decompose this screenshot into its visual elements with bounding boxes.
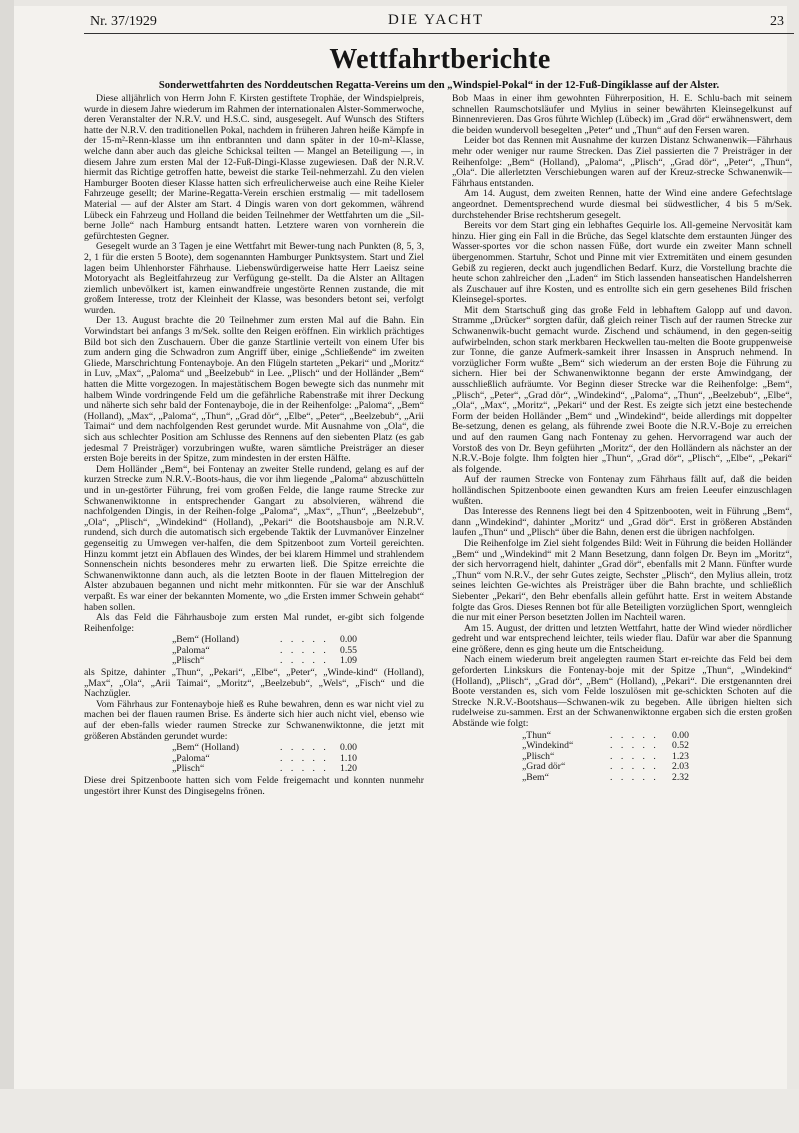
- paragraph: Leider bot das Rennen mit Ausnahme der kurzen Distanz Schwanenwik—Fährhaus mehr oder weniger nur raume Strecken. Das Ziel passierten die 7 Preisträger in der Reihenfolge: „Bem“ (Holland), „Paloma“, „Plisch“, „Grad dör“, „Peter“, „Thun“, „Ola“. Die allerletzten Verschiebungen waren auf der Kreuz-strecke Schwanenwik—Fährhaus entstanden.: [452, 135, 792, 189]
- boat-name: „Paloma“: [172, 644, 210, 656]
- result-row: [84, 656, 424, 667]
- paragraph: Bereits vor dem Start ging ein lebhaftes Gequirle los. All-gemeine Nervosität kam hinzu. Hier ging ein Fall in die Brüche, das Segel klatschte dem erstaunten Jünger des Wasser-sportes vor die schon nassen Füße, dort wurde ein zweiter Mann schnell übergenommen. Startuhr, Schot und Pinne mit vier Extremitäten und einem gesunden Gebiß zu regieren, deckt auch jugendlichen Bedarf. Kurz, die Vorstellung brachte die heute schon zahlreicher den „Laden“ im Stich lassenden hanseatischen Handelsherren als Zuschauer auf ihre Kosten, und es entrollte sich ein gern gesehenes Bild frischen Kleinsegel-sportes.: [452, 220, 792, 306]
- paragraph: Nach einem wiederum breit angelegten raumen Start er-reichte das Feld bei dem geforderten Linkskurs die Fontenay-boje mit der Spitze „Thun“, „Windekind“ (Holland), „Plisch“, „Grad dör“, „Bem“ (Holland), „Pekari“. Die erstgenannten drei Boote verstanden es, sich vom Felde loszulösen mit ge-schickten Schoten auf die Strecke N.R.V.-Bootshaus—Schwanen-wik zu begeben. Alle übrigen hielten sich rudelweise zu-sammen. Erst an der Schwanenwiktonne ergaben sich die ersten großen Abstände wie folgt:: [452, 654, 792, 730]
- paragraph: Dem Holländer „Bem“, bei Fontenay an zweiter Stelle rundend, gelang es auf der kurzen Strecke zum N.R.V.-Boots-haus, die vor ihm liegende „Paloma“ abzuschütteln und in un-gestörter Führung, frei vom großen Felde, die lange raume Strecke zur Schwanenwiktonne in entsprechender Gangart zu absolvieren, während die nachfolgenden Dingis, in der Reihen-folge „Paloma“, „Max“, „Thun“, „Beelzebub“, „Ola“, „Plisch“, „Windekind“ (Holland), „Pekari“ die Bootshausboje am N.R.V. rundend, sich durch die automatisch sich ergebende Taktik der Luvmanöver Einzelner gegenseitig zu Umwegen ver-halfen, die dem Spitzenboot zum Vorteil gereichten. Hinzu kommt jetzt ein Abflauen des Windes, der bei klarem Himmel und strahlendem Sonnenschein nichts besonderes mehr zu erwarten ließ. Die Spitze erreichte die Schwanenwiktonne dann auch, als die letzten Boote in der flauen Mittelregion der Alster abzubauen begannen und nicht mehr mitkonnten. Für sie war der Anschluß verpaßt. Es war einer der bekannten Momente, wo „die Ersten immer Schwein gehabt“ haben sollen.: [84, 463, 424, 613]
- paragraph: Am 14. August, dem zweiten Rennen, hatte der Wind eine andere Gefechtslage angeordnet. Dementsprechend wurde diesmal bei südwestlicher, 4 bis 5 m/Sek. durchstehender Brise rechtsherum gesegelt.: [452, 188, 792, 221]
- time-gap: 0.00: [340, 634, 357, 646]
- leader-dots: . . . . .: [280, 763, 329, 775]
- time-gap: 0.52: [672, 740, 689, 752]
- time-gap: 1.10: [340, 752, 357, 764]
- result-row: [84, 635, 424, 646]
- boat-name: „Bem“: [522, 772, 549, 783]
- leader-dots: . . . . .: [610, 740, 659, 752]
- leader-dots: . . . . .: [280, 655, 329, 667]
- results-table: [84, 743, 424, 775]
- paragraph: Als das Feld die Fährhausboje zum ersten Mal rundet, er-gibt sich folgende Reihenfolge:: [84, 612, 424, 634]
- scan-edge: [0, 0, 14, 1133]
- result-row: [84, 754, 424, 765]
- paragraph: Die Reihenfolge im Ziel sieht folgendes Bild: Weit in Führung die beiden Holländer „Bem“ und „Windekind“ mit 2 Mann Besetzung, dann folgen Dr. Beyn im „Moritz“, der sich hervorragend hielt, dahinter „Grad dör“, ebenfalls mit 2 Mann. Fünfter wurde „Thun“ vom N.R.V., der sehr Gutes zeigte, Sechster „Plisch“, den Mylius allein, trotz seines leichten Ge-wichtes als Preisträger über die Bahn brachte, und schließlich Siebenter „Pekari“, den Behr ebenfalls allein geführt hatte. Erst in weitem Abstande folgte das Gros. Dieses Rennen bot für alle Beteiligten vorzüglichen Sport, wenngleich die nur mit einer Person besetzten Jollen im Nachteil waren.: [452, 537, 792, 624]
- results-table: [84, 635, 424, 667]
- paragraph: Diese drei Spitzenboote hatten sich vom Felde freigemacht und konnten nunmehr ungestört ihrer Kunst des Dingisegelns frönen.: [84, 775, 424, 797]
- boat-name: „Bem“ (Holland): [172, 634, 239, 646]
- paragraph: Der 13. August brachte die 20 Teilnehmer zum ersten Mal auf die Bahn. Ein Vorwindstart bei anfangs 3 m/Sek. sollte den Reigen eröffnen. Ein wirklich prächtiges Bild bot sich den Zuschauern. Über die ganze Startlinie verteilt von einem Ufer bis zum andern ging die Schwadron zum Angriff über, einige „Schließende“ im zweiten Gliede, Marschrichtung Fontenayboje. An den Flügeln starteten „Pekari“ und „Moritz“ in Luv, „Max“, „Paloma“ und „Beelzebub“ in Lee. „Plisch“ und der Holländer „Bem“ hatten die Mitte vorgezogen. In majestätischem Bogen bewegte sich das nunmehr mit halbem Winde vordringende Feld um die gefährliche Rabenstraße mit ihrer Deckung und näherte sich sehr bald der Fontenayboje, die in der Reihenfolge: „Paloma“, „Bem“ (Holland), „Max“, „Paloma“, „Thun“, „Grad dör“, „Elbe“, „Peter“, „Beelzebub“, „Arii Taimai“ und dem nachfolgenden Rest gerundet wurde. Mit Ausnahme von „Ola“, die sich aus schlechter Position am Schlusse des Rennens auf den siebenten Platz (es gab jedesmal 7 Preisträger) vorzubringen wußte, waren sämtliche Preisträger an dieser ersten Boje bereits in der Spitze, zum mindesten in der ersten Hälfte.: [84, 315, 424, 465]
- article-title: Wettfahrtberichte: [329, 44, 551, 75]
- header-rule: [84, 33, 794, 34]
- time-gap: 1.23: [672, 750, 689, 762]
- leader-dots: . . . . .: [280, 644, 329, 656]
- leader-dots: . . . . .: [610, 772, 659, 783]
- paragraph: Vom Fährhaus zur Fontenayboje hieß es Ruhe bewahren, denn es war nicht viel zu machen bei der flauen raumen Brise. Es änderte sich hier auch nicht viel, ebenso wie auf der eben-falls wieder raumen Strecke zur Schwanenwiktonne, die jetzt mit größeren Abständen gerundet wurde:: [84, 698, 424, 742]
- leader-dots: . . . . .: [280, 752, 329, 764]
- boat-name: „Windekind“: [522, 740, 574, 752]
- boat-name: „Grad dör“: [522, 761, 566, 773]
- paragraph: Auf der raumen Strecke von Fontenay zum Fährhaus fällt auf, daß die beiden holländischen Spitzenboote einen gewandten Kurs am freien Leeufer einzuschlagen wußten.: [452, 474, 792, 507]
- paragraph: Gesegelt wurde an 3 Tagen je eine Wettfahrt mit Bewer-tung nach Punkten (8, 5, 3, 2, 1 für die ersten 5 Boote), dem sogenannten Hamburger Punktsystem. Start und Ziel lagen beim Uhlenhorster Fährhause. Liebenswürdigerweise hatte Herr Laeisz seine Motoryacht als Begleitfahrzeug zur Verfügung ge-stellt. Da die Alster an Alltagen ziemlich unbevölkert ist, kamen einwandfreie ungestörte Rennen zustande, die mit großem Interesse, trotz der Kleinheit der Klasse, was besonders betont sei, verfolgt wurden.: [84, 241, 424, 316]
- paragraph: Mit dem Startschuß ging das große Feld in lebhaftem Galopp auf und davon. Stramme „Drücker“ sorgten dafür, daß gleich reiner Tisch auf der raumen Strecke zur Schwanenwik-bucht gemacht wurde. Zischend und schäumend, in den gegen-seitig aufwirbelnden, schon stark merkbaren Heckwellen tau-melten die Boote gruppenweise zur Tonne, die ganze Aufmerk-samkeit ihrer Insassen in Anspruch nehmend. In vorzüglicher Form wußte „Bem“ sich wiederum an der ersten Boje die Führung zu sichern. Hier bei der Schwanenwiktonne begann der erste Amwindgang, der ausschließlich aufräumte. Vor Beginn dieser Strecke war die Reihenfolge: „Bem“, „Plisch“, „Peter“, „Grad dör“, „Windekind“, „Paloma“, „Thun“, „Beelzebub“, „Elbe“, „Ola“, „Max“, „Moritz“, „Pekari“ und der Rest. Es zeigte sich jetzt eine bestechende Form der beiden Holländer „Bem“ und „Windekind“, beide allerdings mit doppelter Be-setzung, denen es gelang, als führende zwei Boote die N.R.V.-Boje zu erreichen und auf den raumen Gang nach Fontenay zu gehen. Hervorragend war auch der Vorstoß des von Dr. Beyn geführten „Moritz“, der den Holländern als nächster an der N.R.V.-Boje folgte. Ihm folgten hier „Thun“, „Grad dör“, „Plisch“, „Elbe“, „Pekari“ als folgende.: [452, 304, 792, 475]
- paragraph: Bob Maas in einer ihm gewohnten Führerposition, H. E. Schlu-bach mit seinem schnellen Raumschotsläufer und Mylius in seiner bewährten Kleinsegelkunst auf Binnenrevieren. Das Gros führte Wichlep (Lübeck) im „Grad dör“ erwähnenswert, dem die beiden wundervoll besegelten „Peter“ und „Thun“ auf den Fersen waren.: [452, 93, 792, 136]
- left-column: [84, 94, 424, 797]
- right-column: [452, 94, 792, 785]
- leader-dots: . . . . .: [610, 729, 659, 741]
- boat-name: „Plisch“: [172, 763, 205, 775]
- results-table: [452, 731, 792, 784]
- time-gap: 2.32: [672, 772, 689, 783]
- time-gap: 1.20: [340, 763, 357, 775]
- boat-name: „Paloma“: [172, 752, 210, 764]
- leader-dots: . . . . .: [610, 750, 659, 762]
- time-gap: 1.09: [340, 655, 357, 667]
- page-number: 23: [770, 14, 784, 29]
- article-subtitle: Sonderwettfahrten des Norddeutschen Regatta-Vereins um den „Windspiel-Pokal“ in der 12-Fuß-Dingiklasse auf der Alster.: [158, 80, 720, 91]
- magazine-name: DIE YACHT: [388, 12, 485, 28]
- leader-dots: . . . . .: [280, 742, 329, 754]
- leader-dots: . . . . .: [610, 761, 659, 773]
- time-gap: 0.55: [340, 644, 357, 656]
- paragraph: Diese alljährlich von Herrn John F. Kirsten gestiftete Trophäe, der Windspielpreis, wurde in diesem Jahre wiederum im Rahmen der internationalen Alster-Sommerwoche, deren Veranstalter der N.R.V. und H.S.C. sind, ausgesegelt. Auf Wunsch des Stifters hatte der N.R.V. den traditionellen Pokal, nachdem in früheren Jahren heiße Kämpfe in der 15-m²-Renn-klasse um ihn entbrannten und dann später in der 10-m²-Klasse, welche dann aber auch das gleiche Schicksal teilten — Mangel an Beteiligung —, in diesem Jahre zum ersten Mal der 12-Fuß-Dingi-Klasse zugewiesen. Daß der N.R.V. hiermit das Richtige getroffen hatte, beweist die starke Teil-nehmerzahl. Zu den vielen Hamburger Booten dieser Klasse hatten sich erfreulicherweise auch eine Reihe Kieler Fahrzeuge gesellt; der Marine-Regatta-Verein erschien erstmalig — mit tadellosem Material — auf der Alster am Start. 4 Dingis waren von dort gekommen, während Lübeck ein Fahrzeug und Holland die beiden Teilnehmer der Wettfahrten um die „Sil-berne Jolle“ nach Hamburg entsandt hatten. Letztere waren von vornherein die gefürchtesten Gegner.: [84, 93, 424, 242]
- paragraph: Am 15. August, der dritten und letzten Wettfahrt, hatte der Wind wieder nördlicher gedreht und war entsprechend leichter, teils wieder flau. Dafür war aber die Spannung eine größere, denn es ging heute um die Entscheidung.: [452, 622, 792, 655]
- time-gap: 2.03: [672, 761, 689, 773]
- result-row: [84, 743, 424, 754]
- time-gap: 0.00: [340, 742, 357, 754]
- issue-number: Nr. 37/1929: [90, 14, 157, 29]
- boat-name: „Plisch“: [522, 750, 555, 762]
- boat-name: „Bem“ (Holland): [172, 742, 239, 754]
- result-row: [452, 773, 792, 784]
- boat-name: „Plisch“: [172, 655, 205, 667]
- time-gap: 0.00: [672, 729, 689, 741]
- leader-dots: . . . . .: [280, 634, 329, 646]
- result-row: [84, 764, 424, 775]
- paragraph: Das Interesse des Rennens liegt bei den 4 Spitzenbooten, weit in Führung „Bem“, dann „Windekind“, dahinter „Moritz“ und „Grad dör“. Erst in größeren Abständen laufen „Thun“ und „Plisch“ über die Bahn, denen erst die übrigen nachfolgen.: [452, 506, 792, 539]
- boat-name: „Thun“: [522, 729, 552, 741]
- paragraph: als Spitze, dahinter „Thun“, „Pekari“, „Elbe“, „Peter“, „Winde-kind“ (Holland), „Max“, „Ola“, „Arii Taimai“, „Moritz“, „Beelzebub“, „Wels“, „Fisch“ und die Nachzügler.: [84, 667, 424, 700]
- result-row: [84, 646, 424, 657]
- scan-margin: [0, 1089, 799, 1133]
